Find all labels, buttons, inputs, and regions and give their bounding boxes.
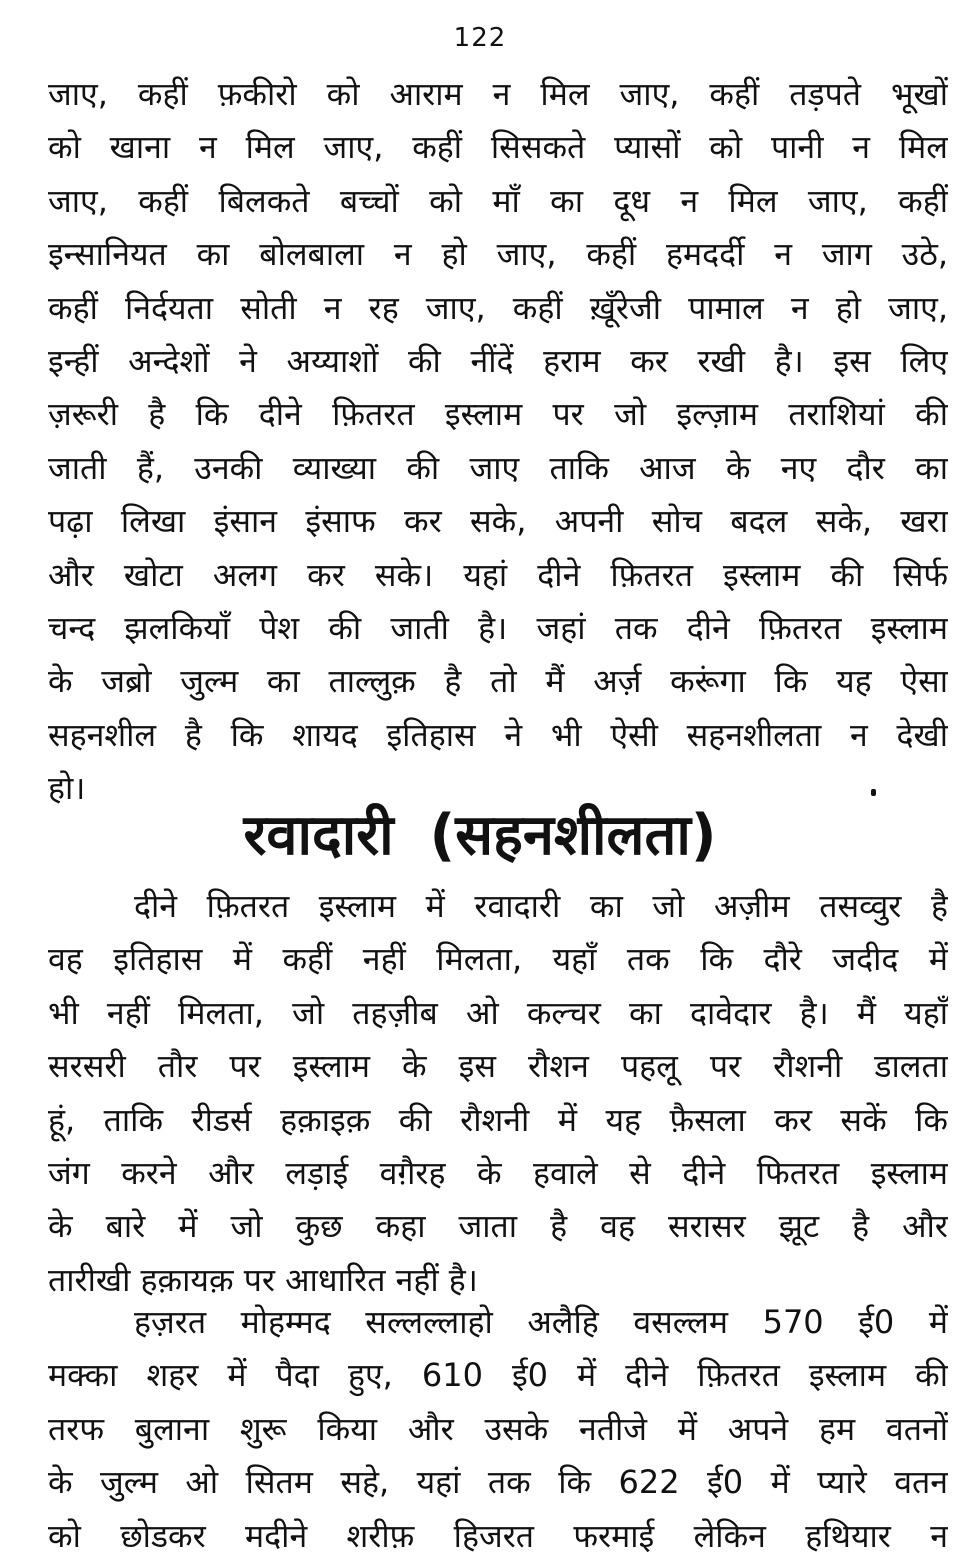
text-line: के जब्रो जुल्म का ताल्लुक़ है तो मैं अर्ज़ करूंगा कि यह ऐसा (48, 662, 948, 701)
text-line: मक्का शहर में पैदा हुए, 610 ई0 में दीने फ़ितरत इस्लाम की (48, 1356, 948, 1395)
paragraph-tolerance (48, 880, 948, 1307)
text-line: के जुल्म ओ सितम सहे, यहां तक कि 622 ई0 में प्यारे वतन (48, 1463, 948, 1502)
text-line: जाए, कहीं फ़कीरो को आराम न मिल जाए, कहीं तड़पते भूखों (48, 75, 948, 113)
heading-paren: (सहनशीलता) (429, 803, 717, 868)
section-heading (0, 792, 960, 880)
text-line: इन्सानियत का बोलबाला न हो जाए, कहीं हमदर्दी न जाग उठे, (48, 235, 948, 274)
page-number: 122 (453, 23, 507, 53)
text-line: ज़रूरी है कि दीने फ़ितरत इस्लाम पर जो इल्ज़ाम तराशियां की (48, 395, 948, 434)
text-line: पढ़ा लिखा इंसान इंसाफ कर सके, अपनी सोच बदल सके, खरा (48, 502, 948, 541)
text-line: वह इतिहास में कहीं नहीं मिलता, यहाँ तक कि दौरे जदीद में (48, 940, 948, 979)
text-line: जंग करने और लड़ाई वग़ैरह के हवाले से दीने फितरत इस्लाम (48, 1153, 948, 1192)
text-line: को छोडकर मदीने शरीफ़ हिजरत फरमाई लेकिन हथियार न (48, 1516, 948, 1555)
text-line: हो। (48, 769, 86, 808)
heading-main: रवादारी (243, 803, 394, 868)
text-line: तारीखी हक़ायक़ पर आधारित नहीं है। (48, 1260, 478, 1299)
text-line: जाए, कहीं बिलकते बच्चों को माँ का दूध न मिल जाए, कहीं (48, 181, 948, 220)
text-line: सहनशील है कि शायद इतिहास ने भी ऐसी सहनशीलता न देखी (48, 715, 948, 754)
text-line: को खाना न मिल जाए, कहीं सिसकते प्यासों को पानी न मिल (48, 128, 948, 167)
text-line: सरसरी तौर पर इस्लाम के इस रौशन पहलू पर रौशनी डालता (48, 1047, 948, 1086)
text-line: हज़रत मोहम्मद सल्लल्लाहो अलैहि वसल्लम 570 ई0 में (134, 1303, 948, 1341)
text-line: भी नहीं मिलता, जो तहज़ीब ओ कल्चर का दावेदार है। मैं यहाँ (48, 993, 948, 1032)
text-line: दीने फ़ितरत इस्लाम में रवादारी का जो अज़ीम तसव्वुर है (134, 887, 948, 925)
text-line: इन्हीं अन्देशों ने अय्याशों की नींदें हराम कर रखी है। इस लिए (48, 341, 948, 380)
paragraph-intro (48, 68, 948, 815)
paragraph-history (48, 1296, 948, 1563)
text-line: कहीं निर्दयता सोती न रह जाए, कहीं ख़ूँरेजी पामाल न हो जाए, (48, 288, 948, 327)
text-line: हूं, ताकि रीडर्स हक़ाइक़ की रौशनी में यह फ़ैसला कर सकें कि (48, 1100, 948, 1139)
text-line: जाती हैं, उनकी व्याख्या की जाए ताकि आज के नए दौर का (48, 448, 948, 487)
text-line: चन्द झलकियाँ पेश की जाती है। जहां तक दीने फ़ितरत इस्लाम (48, 608, 948, 647)
text-line: तरफ बुलाना शुरू किया और उसके नतीजे में अपने हम वतनों (48, 1409, 948, 1448)
text-line: के बारे में जो कुछ कहा जाता है वह सरासर झूट है और (48, 1207, 948, 1246)
text-line: और खोटा अलग कर सके। यहां दीने फ़ितरत इस्लाम की सिर्फ (48, 555, 948, 594)
